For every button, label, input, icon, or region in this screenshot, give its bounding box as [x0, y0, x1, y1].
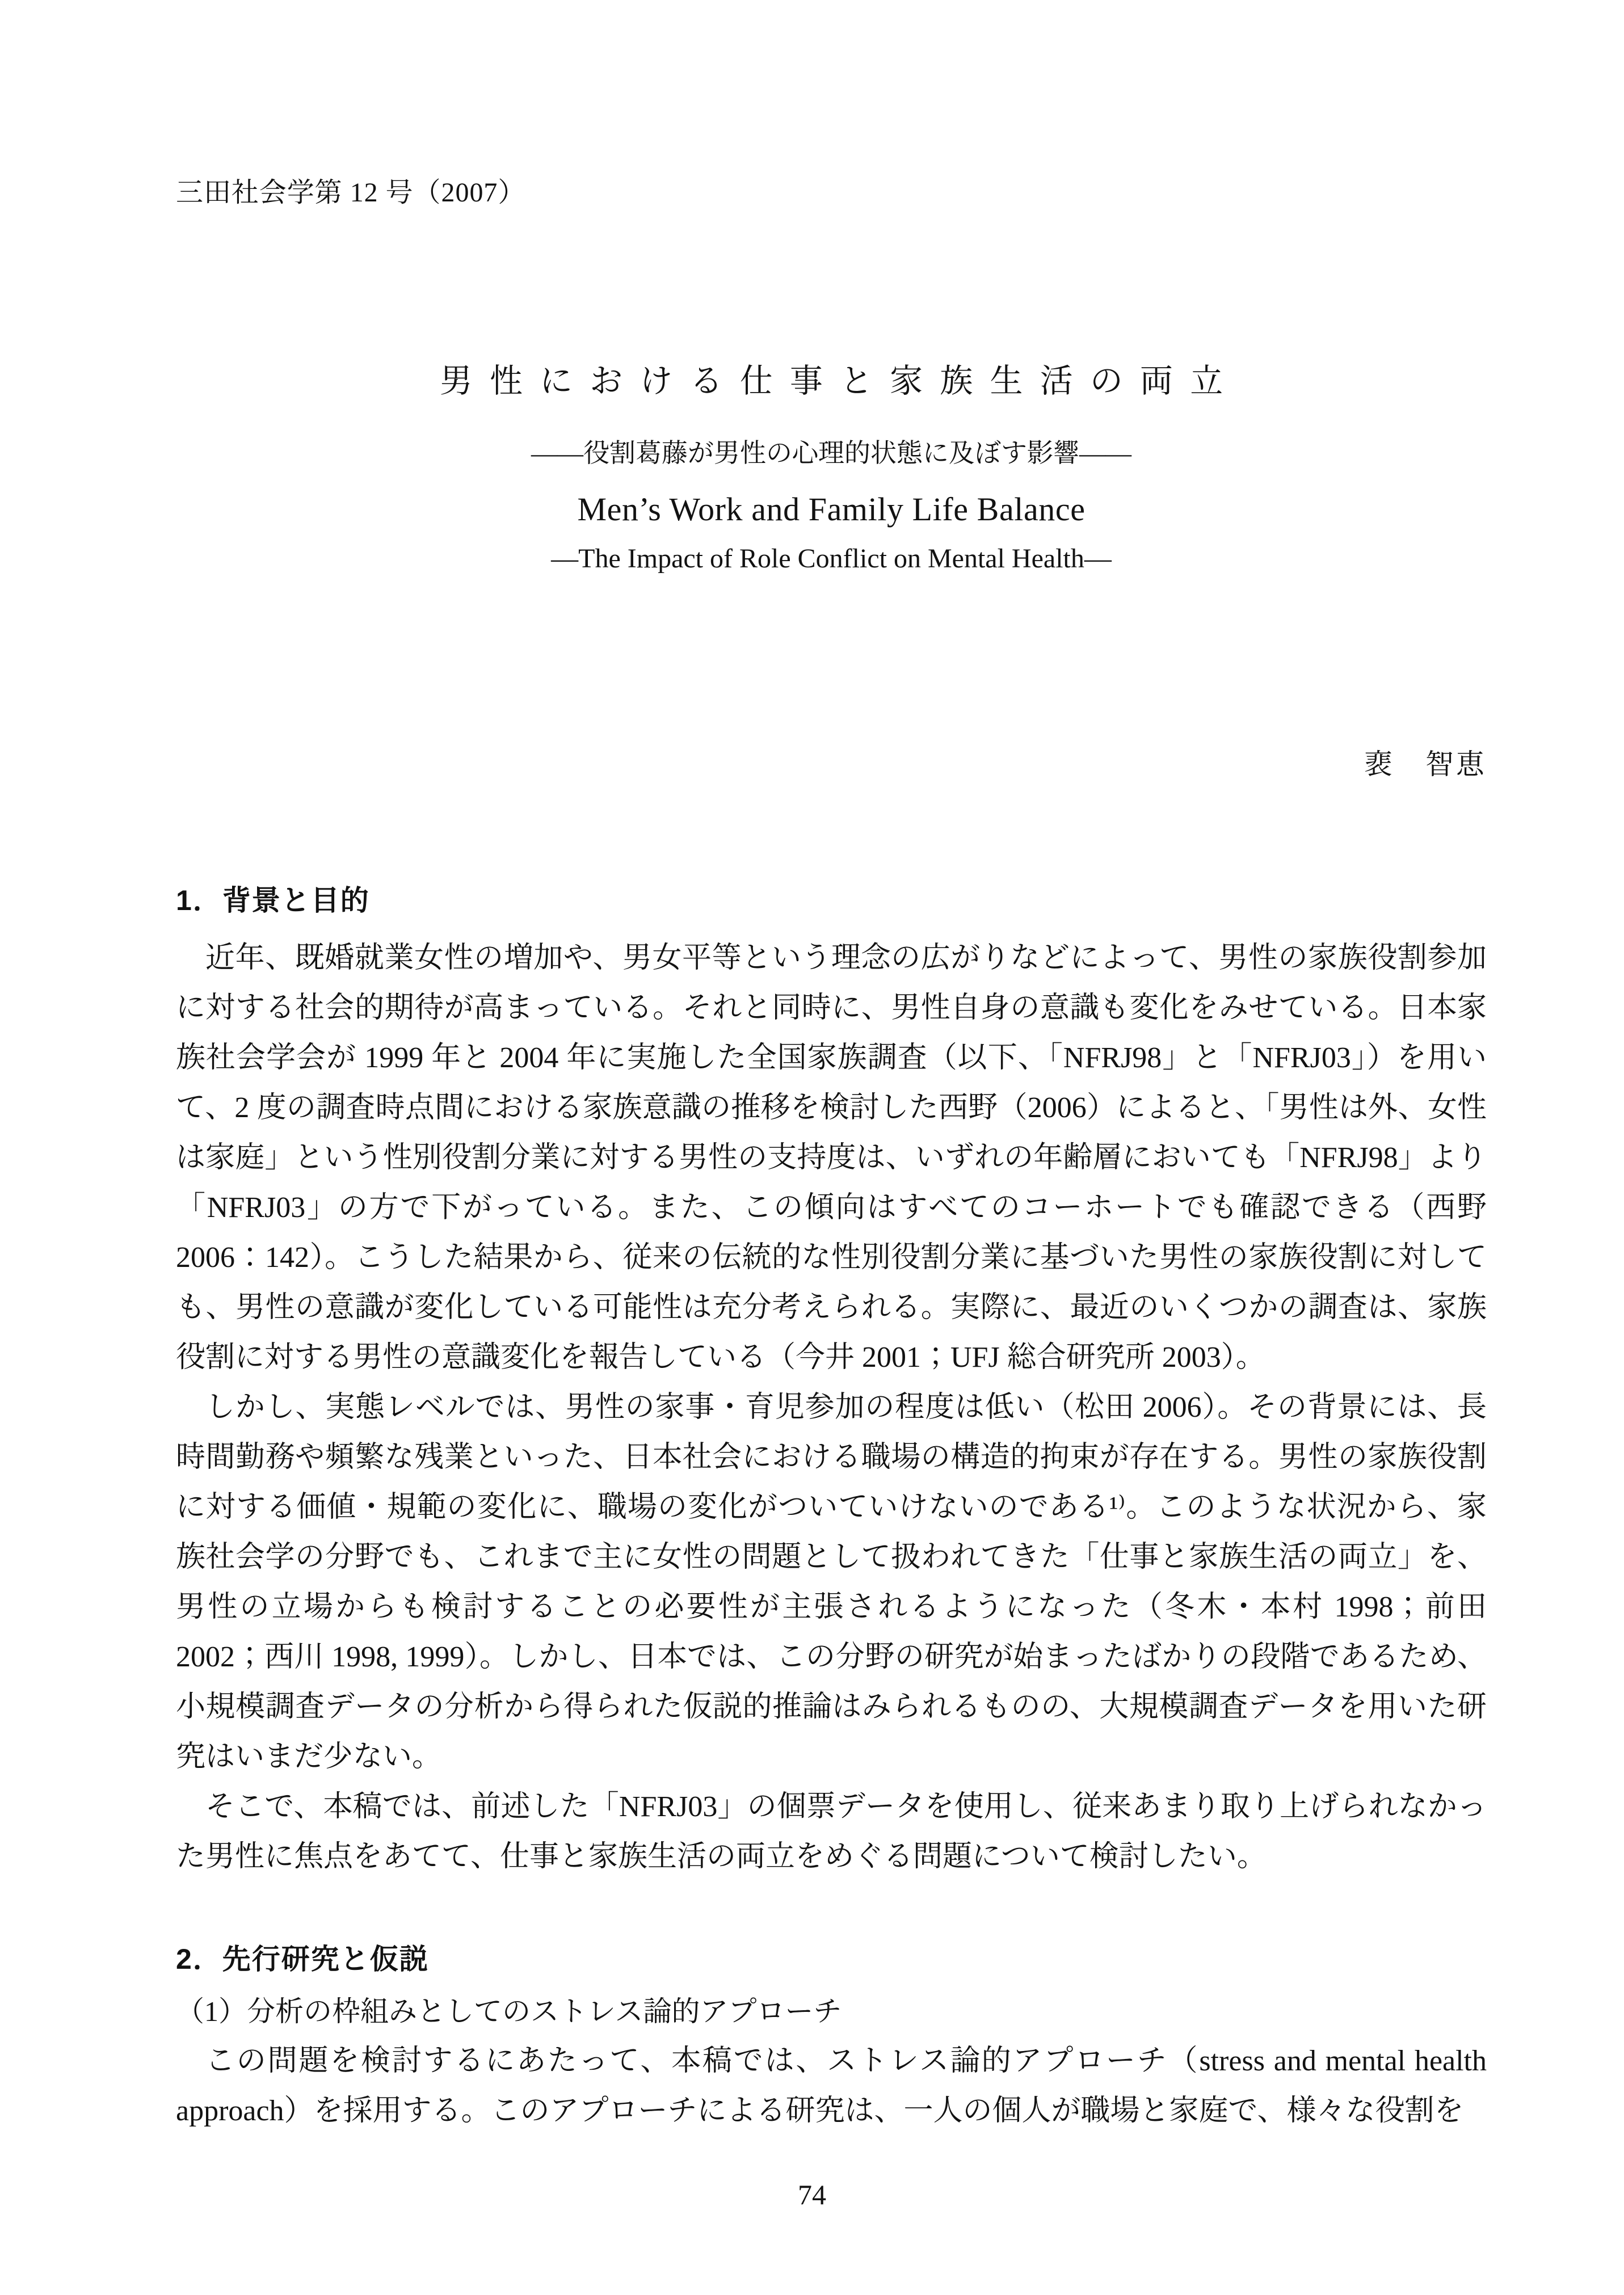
paper-title-japanese: 男性における仕事と家族生活の両立	[439, 363, 1240, 399]
paper-subtitle-japanese: ――役割葛藤が男性の心理的状態に及ぼす影響――	[531, 439, 1131, 468]
section-1-paragraph-3: そこで、本稿では、前述した「NFRJ03」の個票データを使用し、従来あまり取り上げられなかった男性に焦点をあてて、仕事と家族生活の両立をめぐる問題について検討したい。	[176, 1791, 1487, 1873]
section-prior-research-and-hypotheses	[176, 1936, 1487, 2136]
paper-title-english: Men’s Work and Family Life Balance	[577, 491, 1086, 528]
section-1-paragraph-1: 近年、既婚就業女性の増加や、男女平等という理念の広がりなどによって、男性の家族役割参加に対する社会的期待が高まっている。それと同時に、男性自身の意識も変化をみせている。日本家族社会学会が 1999 年と 2004 年に実施した全国家族調査（以下、「NFRJ98」と「NFRJ03」）を用いて、2 度の調査時点間における家族意識の推移を検討した西野（2006）によると、「男性は外、女性は家庭」という性別役割分業に対する男性の支持度は、いずれの年齢層においても「NFRJ98」より「NFRJ03」の方で下がっている。また、この傾向はすべてのコーホートでも確認できる（西野 2006：142）。こうした結果から、従来の伝統的な性別役割分業に基づいた男性の家族役割に対しても、男性の意識が変化している可能性は充分考えられる。実際に、最近のいくつかの調査は、家族役割に対する男性の意識変化を報告している（今井 2001；UFJ 総合研究所 2003）。	[176, 942, 1487, 1374]
journal-header: 三田社会学第 12 号（2007）	[176, 178, 526, 208]
paper-subtitle-english: —The Impact of Role Conflict on Mental Health—	[551, 544, 1112, 574]
author-name: 裵 智恵	[1364, 748, 1487, 780]
section-background-and-purpose	[176, 878, 1487, 1882]
section-2-subheading: （1）分析の枠組みとしてのストレス論的アプローチ	[176, 1995, 842, 2027]
page-number: 74	[798, 2179, 826, 2210]
section-1-heading: 1．背景と目的	[176, 885, 370, 916]
section-2-paragraph-1: この問題を検討するにあたって、本稿では、ストレス論的アプローチ（stress and mental health approach）を採用する。このアプローチによる研究は、一人の個人が職場と家庭で、様々な役割を	[176, 2045, 1487, 2127]
section-1-paragraph-2: しかし、実態レベルでは、男性の家事・育児参加の程度は低い（松田 2006）。その背景には、長時間勤務や頻繁な残業といった、日本社会における職場の構造的拘束が存在する。男性の家族役割に対する価値・規範の変化に、職場の変化がついていけないのである¹⁾。このような状況から、家族社会学の分野でも、これまで主に女性の問題として扱われてきた「仕事と家族生活の両立」を、男性の立場からも検討することの必要性が主張されるようになった（冬木・本村 1998；前田 2002；西川 1998, 1999）。しかし、日本では、この分野の研究が始まったばかりの段階であるため、小規模調査データの分析から得られた仮説的推論はみられるものの、大規模調査データを用いた研究はいまだ少ない。	[176, 1391, 1487, 1773]
section-2-heading: 2．先行研究と仮説	[176, 1943, 429, 1975]
title-block	[176, 354, 1487, 574]
